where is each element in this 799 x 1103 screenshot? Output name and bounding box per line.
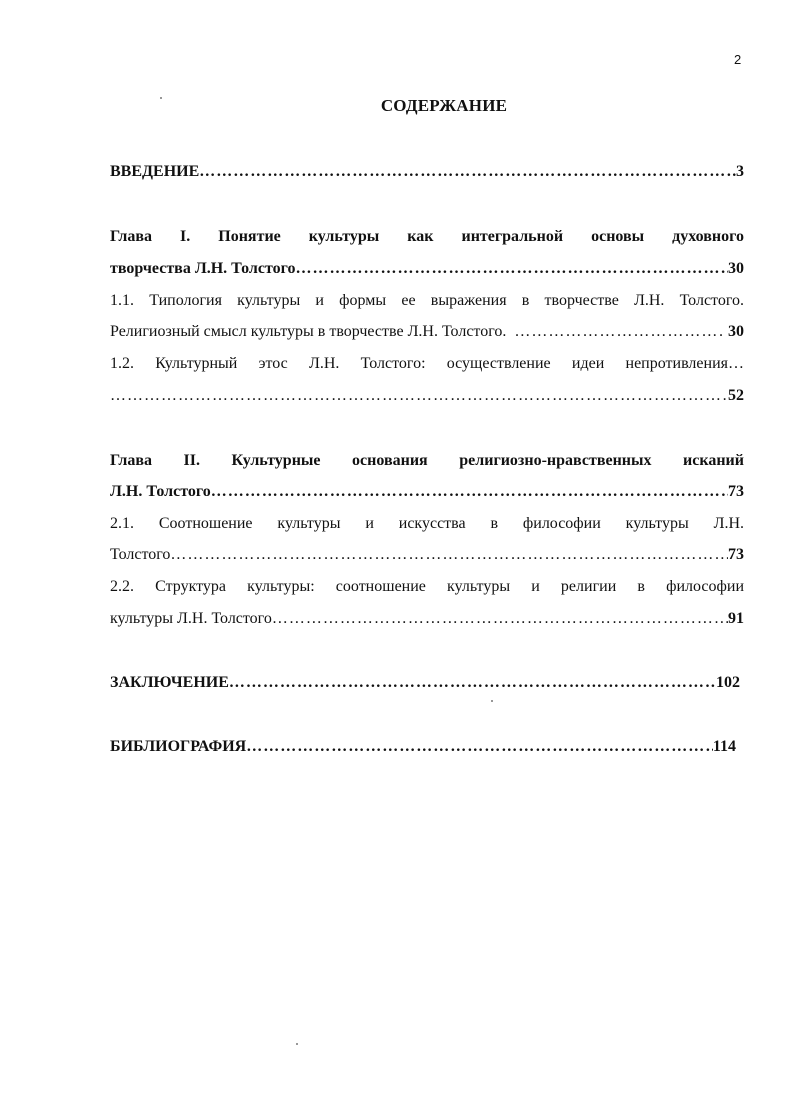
toc-entry-label: БИБЛИОГРАФИЯ (110, 738, 247, 755)
toc-entry-label: ВВЕДЕНИЕ (110, 163, 200, 180)
toc-entry-introduction[interactable] (110, 162, 744, 182)
toc-entry-label: Толстого (110, 546, 171, 563)
toc-section-2-1[interactable]: 2.1. Соотношение культуры и искусства в философии культуры Л.Н. (110, 515, 744, 532)
leader-dots (296, 259, 728, 279)
toc-chapter-1-heading-end[interactable] (110, 259, 744, 279)
scan-speck (160, 97, 162, 99)
leader-dots (211, 482, 728, 502)
toc-entry-bibliography[interactable] (110, 737, 736, 757)
leader-dots (199, 162, 736, 182)
toc-entry-page: 73 (728, 483, 744, 500)
leader-dots (110, 386, 728, 406)
toc-section-2-2-end[interactable] (110, 609, 744, 629)
page-title: СОДЕРЖАНИЕ (380, 96, 508, 115)
toc-entry-page: 52 (728, 387, 744, 404)
leader-dots (246, 737, 713, 757)
leader-dots (272, 609, 728, 629)
scan-speck (296, 1043, 298, 1045)
toc-entry-label: ЗАКЛЮЧЕНИЕ (110, 674, 229, 691)
toc-entry-page: 73 (728, 546, 744, 563)
toc-chapter-1-heading[interactable]: Глава I. Понятие культуры как интегральной основы духовного (110, 228, 744, 245)
page-number: 2 (734, 52, 742, 67)
leader-dots (229, 673, 716, 693)
toc-section-2-1-end[interactable] (110, 545, 744, 565)
toc-section-2-2[interactable]: 2.2. Структура культуры: соотношение культуры и религии в философии (110, 578, 744, 595)
toc-entry-page: 30 (728, 323, 744, 340)
toc-entry-label: Л.Н. Толстого (110, 483, 211, 500)
toc-entry-label: творчества Л.Н. Толстого (110, 260, 296, 277)
toc-entry-page: 91 (728, 610, 744, 627)
toc-entry-label: Религиозный смысл культуры в творчестве Л.Н. Толстого. (110, 323, 507, 340)
toc-entry-page: 3 (736, 163, 744, 180)
toc-chapter-2-heading[interactable]: Глава II. Культурные основания религиозно-нравственных исканий (110, 452, 744, 469)
toc-entry-label: культуры Л.Н. Толстого (110, 610, 272, 627)
toc-entry-page: 30 (728, 260, 744, 277)
toc-section-1-1-end[interactable] (110, 322, 744, 342)
toc-section-1-1[interactable]: 1.1. Типология культуры и формы ее выражения в творчестве Л.Н. Толстого. (110, 292, 744, 309)
toc-entry-page: 102 (716, 674, 740, 691)
leader-dots (514, 322, 722, 342)
toc-section-1-2-end[interactable] (110, 386, 744, 406)
toc-chapter-2-heading-end[interactable] (110, 482, 744, 502)
toc-section-1-2[interactable]: 1.2. Культурный этос Л.Н. Толстого: осуществление идеи непротивления… (110, 355, 744, 372)
toc-entry-page: 114 (712, 738, 736, 755)
leader-dots (170, 545, 728, 565)
scan-speck (491, 700, 493, 702)
toc-entry-conclusion[interactable] (110, 673, 740, 693)
